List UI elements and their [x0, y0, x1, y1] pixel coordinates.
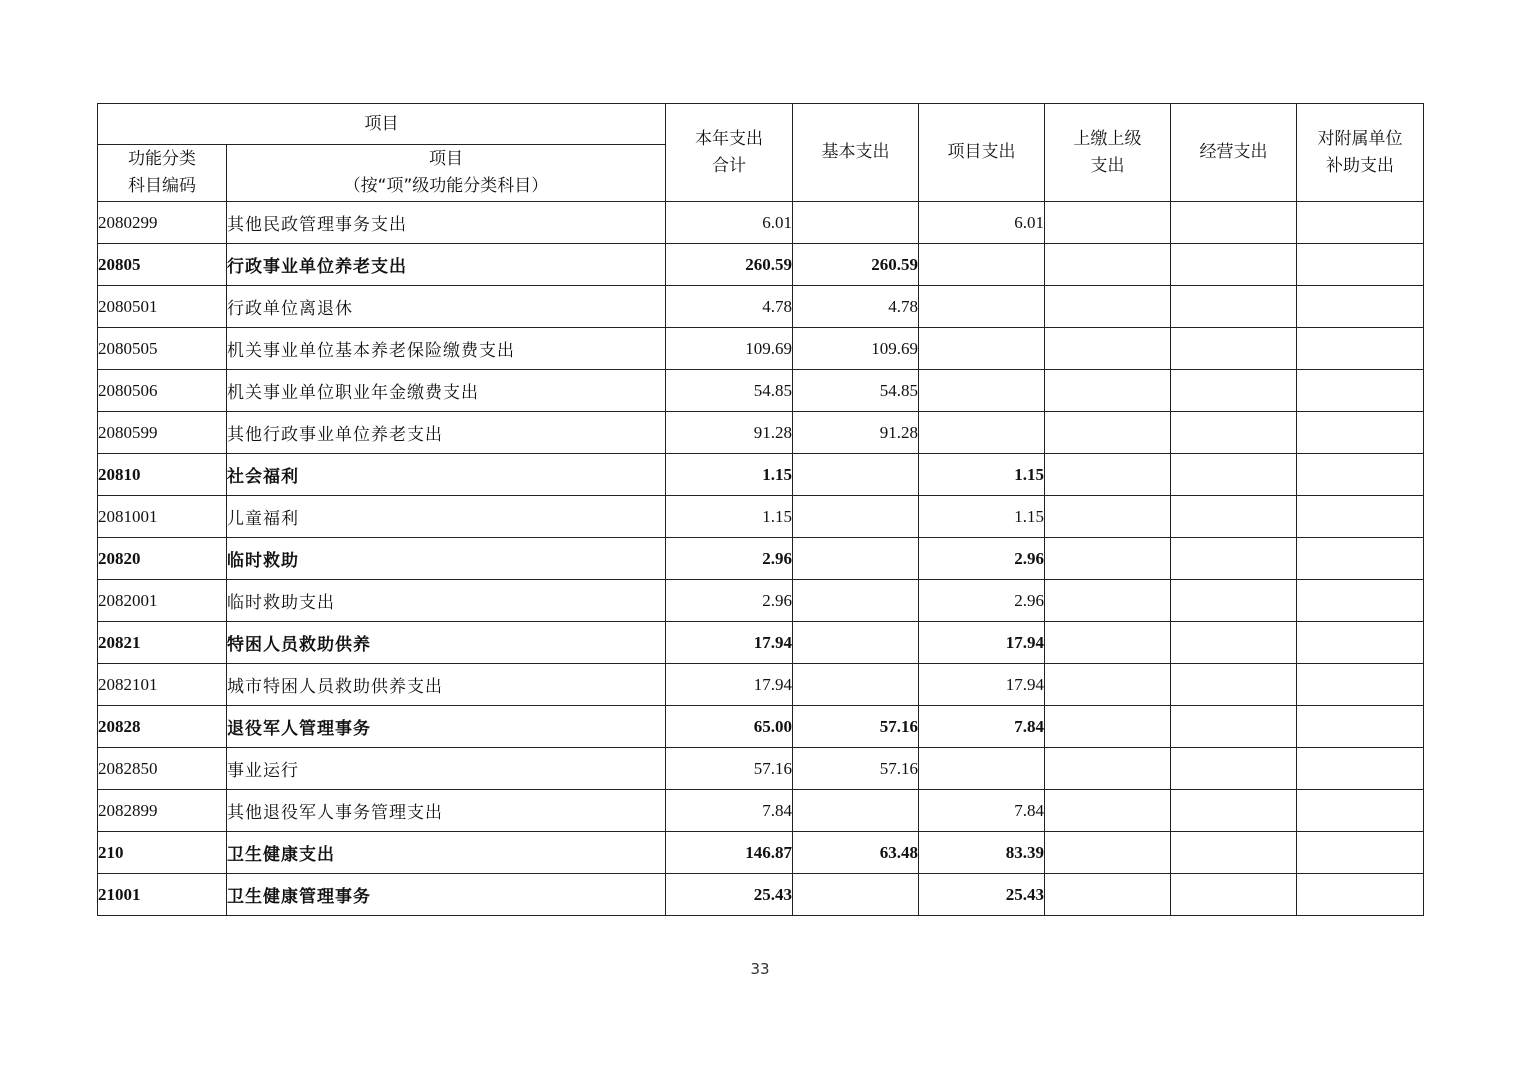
table-row — [98, 664, 1424, 706]
cell-subsidy — [1297, 496, 1424, 538]
header-business-line1: 经营支出 — [1199, 142, 1268, 162]
table-row — [98, 538, 1424, 580]
cell-total: 54.85 — [666, 370, 793, 412]
header-project-line1: 项目支出 — [947, 142, 1016, 162]
cell-basic — [793, 538, 919, 580]
cell-subsidy — [1297, 454, 1424, 496]
header-subsidy — [1297, 104, 1424, 202]
cell-code: 2082850 — [98, 748, 227, 790]
table-header — [98, 104, 1424, 202]
cell-name: 退役军人管理事务 — [227, 706, 666, 748]
cell-name: 其他行政事业单位养老支出 — [227, 412, 666, 454]
cell-upper — [1045, 454, 1171, 496]
header-func-code-line2: 科目编码 — [128, 176, 196, 196]
cell-upper — [1045, 412, 1171, 454]
cell-upper — [1045, 328, 1171, 370]
cell-business — [1171, 832, 1297, 874]
cell-total: 1.15 — [666, 454, 793, 496]
cell-name: 临时救助 — [227, 538, 666, 580]
header-subsidy-line2: 补助支出 — [1326, 155, 1394, 176]
table-row — [98, 622, 1424, 664]
cell-name: 卫生健康支出 — [227, 832, 666, 874]
cell-upper — [1045, 286, 1171, 328]
cell-code: 2080506 — [98, 370, 227, 412]
cell-basic: 4.78 — [793, 286, 919, 328]
cell-code: 20805 — [98, 244, 227, 286]
cell-upper — [1045, 202, 1171, 244]
cell-name: 机关事业单位职业年金缴费支出 — [227, 370, 666, 412]
cell-basic — [793, 454, 919, 496]
cell-name: 特困人员救助供养 — [227, 622, 666, 664]
cell-project: 83.39 — [919, 832, 1045, 874]
table-row — [98, 748, 1424, 790]
cell-basic: 63.48 — [793, 832, 919, 874]
cell-subsidy — [1297, 832, 1424, 874]
page-number: 33 — [750, 960, 770, 978]
cell-code: 2080299 — [98, 202, 227, 244]
cell-project: 2.96 — [919, 580, 1045, 622]
cell-business — [1171, 748, 1297, 790]
cell-subsidy — [1297, 622, 1424, 664]
cell-business — [1171, 370, 1297, 412]
header-subsidy-line1: 对附属单位 — [1317, 128, 1403, 149]
cell-business — [1171, 454, 1297, 496]
table-row — [98, 454, 1424, 496]
cell-name: 城市特困人员救助供养支出 — [227, 664, 666, 706]
cell-business — [1171, 580, 1297, 622]
cell-upper — [1045, 664, 1171, 706]
cell-name: 卫生健康管理事务 — [227, 874, 666, 916]
table-row — [98, 286, 1424, 328]
table-row — [98, 202, 1424, 244]
cell-project: 17.94 — [919, 664, 1045, 706]
cell-upper — [1045, 832, 1171, 874]
cell-business — [1171, 664, 1297, 706]
cell-total: 260.59 — [666, 244, 793, 286]
cell-business — [1171, 412, 1297, 454]
cell-code: 20828 — [98, 706, 227, 748]
cell-basic — [793, 496, 919, 538]
header-business — [1171, 104, 1297, 202]
cell-name: 事业运行 — [227, 748, 666, 790]
cell-total: 146.87 — [666, 832, 793, 874]
cell-code: 2080599 — [98, 412, 227, 454]
cell-basic: 260.59 — [793, 244, 919, 286]
cell-basic: 54.85 — [793, 370, 919, 412]
cell-code: 21001 — [98, 874, 227, 916]
cell-business — [1171, 496, 1297, 538]
cell-name: 临时救助支出 — [227, 580, 666, 622]
table-row — [98, 706, 1424, 748]
header-upper-line1: 上缴上级 — [1073, 128, 1142, 149]
header-func-code-line1: 功能分类 — [128, 149, 196, 169]
cell-subsidy — [1297, 286, 1424, 328]
cell-code: 2080501 — [98, 286, 227, 328]
cell-project — [919, 370, 1045, 412]
cell-total: 2.96 — [666, 538, 793, 580]
cell-business — [1171, 244, 1297, 286]
cell-project — [919, 748, 1045, 790]
table-row — [98, 370, 1424, 412]
table-row — [98, 496, 1424, 538]
cell-basic — [793, 874, 919, 916]
cell-project: 1.15 — [919, 496, 1045, 538]
cell-total: 4.78 — [666, 286, 793, 328]
cell-code: 20821 — [98, 622, 227, 664]
header-upper-line2: 支出 — [1090, 155, 1125, 176]
cell-total: 65.00 — [666, 706, 793, 748]
cell-code: 2082101 — [98, 664, 227, 706]
cell-name: 儿童福利 — [227, 496, 666, 538]
table-row — [98, 790, 1424, 832]
cell-code: 20810 — [98, 454, 227, 496]
cell-basic — [793, 664, 919, 706]
cell-subsidy — [1297, 706, 1424, 748]
cell-project — [919, 412, 1045, 454]
cell-project — [919, 286, 1045, 328]
cell-upper — [1045, 496, 1171, 538]
cell-total: 57.16 — [666, 748, 793, 790]
cell-total: 1.15 — [666, 496, 793, 538]
table-row — [98, 580, 1424, 622]
header-upper — [1045, 104, 1171, 202]
table-row — [98, 244, 1424, 286]
table-row — [98, 328, 1424, 370]
cell-total: 2.96 — [666, 580, 793, 622]
cell-name: 行政事业单位养老支出 — [227, 244, 666, 286]
cell-code: 2082001 — [98, 580, 227, 622]
cell-subsidy — [1297, 664, 1424, 706]
cell-subsidy — [1297, 790, 1424, 832]
cell-upper — [1045, 244, 1171, 286]
cell-name: 其他退役军人事务管理支出 — [227, 790, 666, 832]
cell-project: 6.01 — [919, 202, 1045, 244]
cell-code: 2080505 — [98, 328, 227, 370]
cell-subsidy — [1297, 244, 1424, 286]
cell-total: 17.94 — [666, 664, 793, 706]
cell-basic — [793, 622, 919, 664]
cell-project: 1.15 — [919, 454, 1045, 496]
cell-project — [919, 328, 1045, 370]
cell-project: 17.94 — [919, 622, 1045, 664]
cell-business — [1171, 328, 1297, 370]
header-item-name-line2: （按“项”级功能分类科目） — [343, 176, 549, 196]
cell-project: 7.84 — [919, 790, 1045, 832]
cell-upper — [1045, 706, 1171, 748]
cell-basic — [793, 790, 919, 832]
cell-upper — [1045, 370, 1171, 412]
cell-basic — [793, 202, 919, 244]
cell-business — [1171, 706, 1297, 748]
table-row — [98, 832, 1424, 874]
cell-subsidy — [1297, 874, 1424, 916]
cell-project: 2.96 — [919, 538, 1045, 580]
cell-business — [1171, 790, 1297, 832]
cell-business — [1171, 202, 1297, 244]
cell-subsidy — [1297, 202, 1424, 244]
cell-basic: 109.69 — [793, 328, 919, 370]
cell-subsidy — [1297, 328, 1424, 370]
cell-code: 210 — [98, 832, 227, 874]
header-project — [919, 104, 1045, 202]
cell-basic: 57.16 — [793, 706, 919, 748]
cell-upper — [1045, 874, 1171, 916]
header-total-line1: 本年支出 — [695, 128, 763, 149]
cell-code: 2082899 — [98, 790, 227, 832]
cell-upper — [1045, 790, 1171, 832]
cell-upper — [1045, 538, 1171, 580]
cell-total: 91.28 — [666, 412, 793, 454]
cell-total: 25.43 — [666, 874, 793, 916]
header-item-group: 项目 — [98, 104, 666, 145]
cell-upper — [1045, 580, 1171, 622]
cell-subsidy — [1297, 580, 1424, 622]
cell-name: 社会福利 — [227, 454, 666, 496]
cell-code: 20820 — [98, 538, 227, 580]
cell-business — [1171, 538, 1297, 580]
cell-subsidy — [1297, 370, 1424, 412]
header-func-code — [98, 145, 227, 202]
cell-name: 其他民政管理事务支出 — [227, 202, 666, 244]
cell-project — [919, 244, 1045, 286]
header-item-name-line1: 项目 — [429, 149, 463, 169]
header-item-name — [227, 145, 666, 202]
cell-basic: 91.28 — [793, 412, 919, 454]
cell-code: 2081001 — [98, 496, 227, 538]
cell-total: 17.94 — [666, 622, 793, 664]
cell-upper — [1045, 622, 1171, 664]
header-total-line2: 合计 — [712, 155, 746, 176]
cell-subsidy — [1297, 538, 1424, 580]
cell-total: 6.01 — [666, 202, 793, 244]
cell-name: 机关事业单位基本养老保险缴费支出 — [227, 328, 666, 370]
cell-basic — [793, 580, 919, 622]
cell-business — [1171, 874, 1297, 916]
table-row — [98, 874, 1424, 916]
expenditure-table — [97, 103, 1424, 916]
cell-total: 7.84 — [666, 790, 793, 832]
cell-project: 25.43 — [919, 874, 1045, 916]
table-row — [98, 412, 1424, 454]
header-total — [666, 104, 793, 202]
header-basic-line1: 基本支出 — [821, 142, 890, 162]
cell-subsidy — [1297, 748, 1424, 790]
cell-total: 109.69 — [666, 328, 793, 370]
cell-business — [1171, 622, 1297, 664]
cell-basic: 57.16 — [793, 748, 919, 790]
table-body — [98, 202, 1424, 916]
cell-project: 7.84 — [919, 706, 1045, 748]
cell-business — [1171, 286, 1297, 328]
cell-subsidy — [1297, 412, 1424, 454]
cell-name: 行政单位离退休 — [227, 286, 666, 328]
header-basic — [793, 104, 919, 202]
cell-upper — [1045, 748, 1171, 790]
